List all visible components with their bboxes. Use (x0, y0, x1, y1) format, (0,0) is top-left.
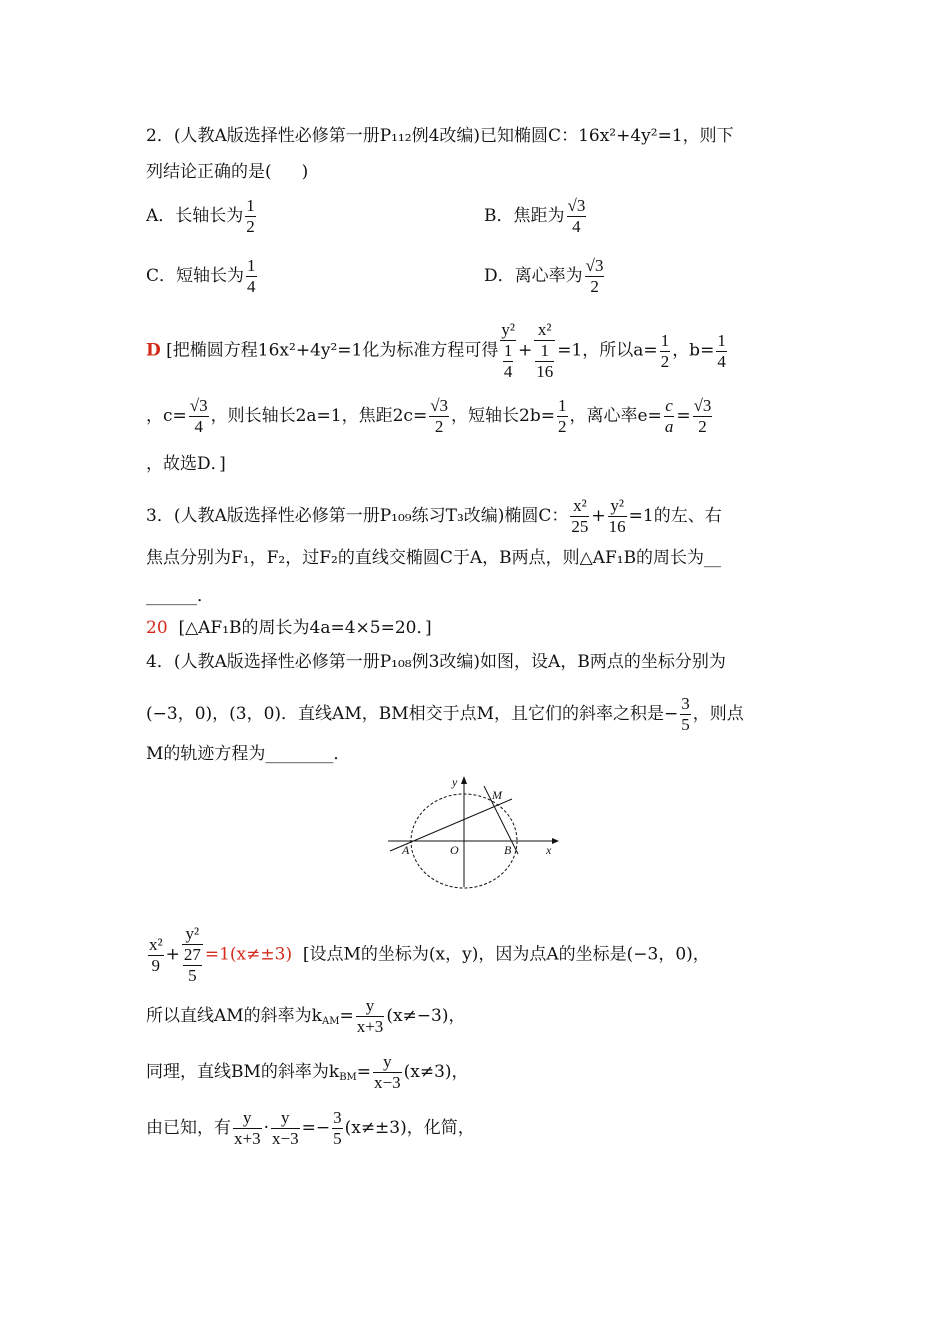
equals-minus: =− (301, 1118, 331, 1138)
label-b: B (504, 843, 512, 857)
c-value-fraction (189, 396, 209, 437)
fraction-denominator: 4 (247, 277, 256, 296)
plus-sign: + (165, 944, 180, 965)
fraction-denominator: 16 (608, 517, 626, 536)
a2-text: [把椭圆方程16x²+4y²=1化为标准方程可得 (166, 340, 499, 361)
minor-axis-fraction (557, 396, 568, 437)
fraction-denominator: 25 (571, 517, 589, 536)
answer-equation: =1(x≠±3) (204, 944, 293, 965)
q4-text: (−3，0)，(3，0)．直线AM，BM相交于点M，且它们的斜率之积是− (146, 704, 679, 724)
fraction-denominator: 5 (333, 1129, 342, 1148)
a2-line2 (146, 396, 714, 437)
plus-sign: + (517, 340, 533, 361)
a4-line2 (146, 996, 465, 1037)
q3-line2: 焦点分别为F₁，F₂，过F₂的直线交椭圆C于A，B两点，则△AF₁B的周长为__ (146, 548, 722, 568)
fraction-numerator: √3 (585, 256, 604, 275)
a3-line (146, 616, 432, 640)
fraction-numerator: 27 (183, 945, 201, 964)
a2-text: ，b= (672, 340, 715, 361)
q4-text: ，则点 (692, 704, 744, 724)
x-axis-arrow (552, 838, 559, 844)
fraction-denominator: 4 (194, 417, 203, 436)
q4-line1: 4．(人教A版选择性必修第一册P₁₀₈例3改编)如图，设A，B两点的坐标分别为 (146, 652, 726, 672)
fraction-denominator: 2 (590, 277, 599, 296)
fraction-numerator: 3 (681, 694, 690, 713)
three-fifths-fraction (332, 1108, 343, 1149)
q2-option-d (484, 256, 606, 297)
fraction-denominator: 2 (698, 417, 707, 436)
fraction-numerator: y² (501, 320, 515, 339)
fraction-numerator: x² (534, 320, 555, 341)
a2-text: ，短轴长2b= (451, 406, 555, 426)
fraction-numerator: √3 (189, 396, 208, 415)
a2-text: ，离心率e= (569, 406, 662, 426)
fraction-numerator: 1 (558, 396, 567, 415)
a2-line3: ，故选D．] (146, 454, 226, 474)
fraction-denominator: x+3 (234, 1129, 261, 1148)
option-b-fraction (567, 196, 587, 237)
a-value-fraction (660, 331, 671, 372)
option-b-label: B．焦距为 (484, 206, 565, 226)
label-m: M (492, 788, 502, 802)
q4-line3: M的轨迹方程为________． (146, 744, 351, 764)
q2-prompt: 列结论正确的是( (146, 162, 272, 182)
q2-line1: 2．(人教A版选择性必修第一册P₁₁₂例4改编)已知椭圆C：16x²+4y²=1，则下 (146, 126, 734, 146)
fraction-numerator: √3 (567, 196, 586, 215)
fraction-numerator: x² (149, 934, 163, 954)
equals-sign: = (339, 1006, 354, 1026)
option-c-label: C．短轴长为 (146, 266, 245, 286)
fraction-denominator: 2 (246, 217, 255, 236)
fraction-denominator: 9 (151, 955, 161, 975)
a2-line1 (146, 320, 729, 382)
slope-bm-fraction (373, 1052, 402, 1093)
b-value-fraction (716, 331, 727, 372)
fraction-denominator: 16 (536, 362, 554, 381)
fraction-numerator: y² (608, 496, 627, 517)
a4-line1 (146, 924, 710, 986)
fraction-denominator (500, 341, 516, 382)
label-o: O (450, 843, 459, 857)
slope-am-fraction (233, 1108, 262, 1149)
q3-text: =1的左、右 (628, 506, 722, 526)
fraction-denominator: x−3 (374, 1073, 401, 1092)
a4-text: [设点M的坐标为(x，y)，因为点A的坐标是(−3，0)， (302, 944, 710, 965)
subscript: BM (339, 1072, 357, 1083)
multiply-dot: · (263, 1118, 269, 1138)
slope-bm-fraction (271, 1108, 300, 1149)
fraction-numerator: y (373, 1052, 402, 1073)
y2-over-16-fraction (608, 496, 627, 537)
fraction-denominator: x+3 (356, 1017, 384, 1036)
fraction-denominator: 5 (188, 966, 197, 985)
fraction-denominator (182, 945, 203, 986)
fraction-numerator: y (271, 1108, 300, 1129)
fraction-numerator: 1 (535, 341, 554, 362)
fraction-numerator: y (233, 1108, 262, 1129)
y2-quarter-fraction (500, 320, 516, 382)
q2-option-b (484, 196, 588, 237)
fraction-numerator: y² (182, 924, 203, 945)
a3-text: [△AF₁B的周长为4a=4×5=20．] (178, 618, 432, 638)
a4-text: (x≠±3)，化简， (344, 1118, 475, 1138)
fraction-numerator: 1 (717, 330, 726, 350)
answer-letter: D (146, 340, 161, 361)
x2-over-9-fraction (148, 935, 164, 976)
option-d-fraction (585, 256, 605, 297)
option-a-fraction (245, 196, 256, 237)
equals-sign: = (676, 406, 691, 426)
equals-sign: = (356, 1062, 372, 1082)
label-x: x (546, 843, 552, 857)
answer-value: 20 (146, 618, 168, 638)
fraction-numerator: 1 (503, 341, 513, 360)
eccentricity-fraction (664, 396, 675, 437)
q2-line2 (146, 160, 308, 184)
fraction-numerator: 3 (333, 1108, 342, 1127)
a2-text: ，c= (146, 406, 187, 426)
x2-sixteenth-fraction (534, 320, 555, 382)
label-y: y (452, 775, 458, 789)
a4-line4 (146, 1108, 475, 1149)
fraction-numerator: √3 (693, 396, 712, 415)
a4-line3 (146, 1052, 469, 1093)
slope-am-fraction (356, 996, 385, 1037)
q3-line3: ______． (146, 586, 214, 606)
label-a: A (402, 843, 410, 857)
q4-line2 (146, 694, 744, 735)
q2-option-c (146, 256, 259, 297)
fraction-numerator: c (665, 396, 673, 415)
fraction-denominator: 2 (558, 417, 567, 436)
a4-text: 所以直线AM的斜率为k (146, 1006, 322, 1026)
a4-text: (x≠3)， (403, 1062, 469, 1082)
plus-sign: + (591, 506, 606, 526)
fraction-numerator: 1 (247, 256, 256, 275)
option-a-label: A．长轴长为 (146, 206, 244, 226)
q2-close-paren: ) (301, 162, 309, 182)
q2-option-a (146, 196, 258, 237)
a2-text: =1，所以a= (557, 340, 658, 361)
fraction-numerator: y (356, 996, 385, 1017)
fraction-denominator: 4 (572, 217, 581, 236)
fraction-denominator: a (664, 417, 674, 436)
x2-over-25-fraction (570, 496, 589, 537)
eccentricity-value-fraction (693, 396, 713, 437)
focal-distance-fraction (429, 396, 449, 437)
a4-text: 同理，直线BM的斜率为k (146, 1062, 340, 1082)
q3-text: 3．(人教A版选择性必修第一册P₁₀₉练习T₃改编)椭圆C： (146, 506, 569, 526)
fraction-numerator: 1 (660, 330, 670, 350)
fraction-denominator: 4 (717, 351, 726, 371)
fraction-denominator: x−3 (272, 1129, 299, 1148)
slope-product-fraction (680, 694, 691, 735)
fraction-denominator: 2 (660, 351, 670, 371)
fraction-denominator (534, 341, 555, 382)
y2-over-27-5-fraction (182, 924, 203, 986)
ellipse-figure (384, 772, 564, 890)
fraction-denominator: 5 (681, 715, 690, 734)
fraction-numerator: 1 (246, 196, 255, 215)
a4-text: 由已知，有 (146, 1118, 231, 1138)
a2-text: ，则长轴长2a=1，焦距2c= (210, 406, 428, 426)
option-d-label: D．离心率为 (484, 266, 583, 286)
subscript: AM (322, 1016, 340, 1027)
option-c-fraction (246, 256, 257, 297)
fraction-numerator: √3 (430, 396, 449, 415)
fraction-numerator: x² (570, 496, 589, 517)
q3-line1 (146, 496, 722, 537)
fraction-denominator: 2 (434, 417, 444, 436)
fraction-denominator: 4 (503, 362, 513, 381)
y-axis-arrow (461, 776, 467, 784)
a4-text: (x≠−3)， (386, 1006, 466, 1026)
